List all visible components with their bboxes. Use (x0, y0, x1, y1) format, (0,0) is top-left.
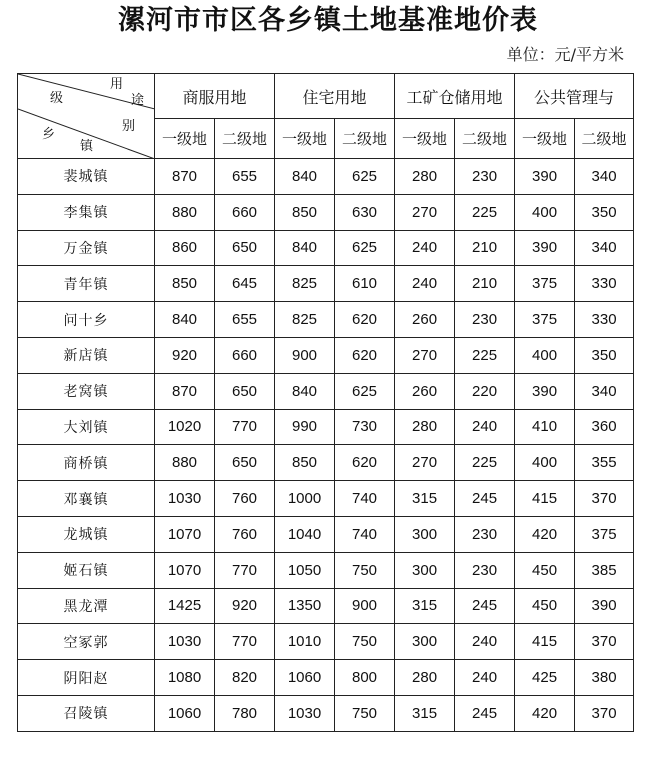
price-cell: 450 (515, 588, 575, 624)
price-cell: 370 (575, 695, 634, 731)
price-cell: 270 (395, 194, 455, 230)
price-cell: 1060 (155, 695, 215, 731)
price-cell: 800 (335, 660, 395, 696)
price-cell: 1030 (275, 695, 335, 731)
price-cell: 900 (335, 588, 395, 624)
price-cell: 350 (575, 337, 634, 373)
price-cell: 420 (515, 516, 575, 552)
price-cell: 850 (275, 194, 335, 230)
price-cell: 270 (395, 337, 455, 373)
price-cell: 660 (215, 194, 275, 230)
price-cell: 655 (215, 302, 275, 338)
table-row (18, 695, 634, 731)
price-cell: 730 (335, 409, 395, 445)
price-cell: 240 (455, 660, 515, 696)
table-row (18, 660, 634, 696)
price-cell: 385 (575, 552, 634, 588)
price-cell: 850 (155, 266, 215, 302)
table-row (18, 588, 634, 624)
price-cell: 375 (575, 516, 634, 552)
price-cell: 390 (515, 373, 575, 409)
level-header: 一级地 (275, 119, 335, 159)
price-cell: 315 (395, 695, 455, 731)
town-name-cell: 商桥镇 (18, 445, 155, 481)
category-industrial: 工矿仓储用地 (395, 74, 515, 119)
table-row (18, 266, 634, 302)
price-cell: 240 (455, 409, 515, 445)
price-cell: 1080 (155, 660, 215, 696)
price-cell: 330 (575, 266, 634, 302)
price-cell: 920 (215, 588, 275, 624)
price-cell: 420 (515, 695, 575, 731)
price-cell: 230 (455, 159, 515, 195)
price-cell: 750 (335, 552, 395, 588)
price-cell: 450 (515, 552, 575, 588)
corner-label-level: 级 (50, 91, 64, 106)
town-name-cell: 姬石镇 (18, 552, 155, 588)
town-name-cell: 青年镇 (18, 266, 155, 302)
price-cell: 825 (275, 266, 335, 302)
town-name-cell: 龙城镇 (18, 516, 155, 552)
price-cell: 840 (275, 230, 335, 266)
price-cell: 245 (455, 695, 515, 731)
level-header: 二级地 (575, 119, 634, 159)
level-header: 二级地 (215, 119, 275, 159)
price-cell: 1040 (275, 516, 335, 552)
price-cell: 370 (575, 624, 634, 660)
price-cell: 840 (155, 302, 215, 338)
price-cell: 870 (155, 159, 215, 195)
town-name-cell: 万金镇 (18, 230, 155, 266)
price-cell: 240 (395, 266, 455, 302)
price-cell: 750 (335, 624, 395, 660)
price-cell: 240 (455, 624, 515, 660)
price-cell: 370 (575, 481, 634, 517)
price-cell: 1050 (275, 552, 335, 588)
price-cell: 260 (395, 302, 455, 338)
table-row (18, 445, 634, 481)
price-cell: 1070 (155, 516, 215, 552)
price-cell: 625 (335, 159, 395, 195)
page-title: 漯河市市区各乡镇土地基准地价表 (118, 5, 538, 36)
town-name-cell: 阴阳赵 (18, 660, 155, 696)
price-cell: 315 (395, 481, 455, 517)
price-cell: 300 (395, 624, 455, 660)
price-cell: 1000 (275, 481, 335, 517)
price-cell: 380 (575, 660, 634, 696)
level-header: 一级地 (395, 119, 455, 159)
price-cell: 375 (515, 302, 575, 338)
price-cell: 645 (215, 266, 275, 302)
price-cell: 300 (395, 516, 455, 552)
price-cell: 1020 (155, 409, 215, 445)
price-cell: 270 (395, 445, 455, 481)
price-cell: 620 (335, 302, 395, 338)
price-cell: 390 (515, 230, 575, 266)
table-row (18, 337, 634, 373)
price-cell: 300 (395, 552, 455, 588)
price-cell: 225 (455, 337, 515, 373)
price-cell: 280 (395, 409, 455, 445)
price-cell: 625 (335, 230, 395, 266)
price-cell: 655 (215, 159, 275, 195)
town-name-cell: 裴城镇 (18, 159, 155, 195)
corner-label-town-2: 镇 (80, 139, 94, 154)
price-cell: 390 (575, 588, 634, 624)
header-corner-cell (18, 74, 155, 159)
price-cell: 230 (455, 516, 515, 552)
price-cell: 825 (275, 302, 335, 338)
price-cell: 750 (335, 695, 395, 731)
table-row (18, 302, 634, 338)
town-name-cell: 问十乡 (18, 302, 155, 338)
price-cell: 230 (455, 302, 515, 338)
price-cell: 1010 (275, 624, 335, 660)
table-body (18, 159, 634, 732)
table-row (18, 624, 634, 660)
price-cell: 630 (335, 194, 395, 230)
price-cell: 410 (515, 409, 575, 445)
price-cell: 390 (515, 159, 575, 195)
level-header: 一级地 (515, 119, 575, 159)
price-cell: 990 (275, 409, 335, 445)
price-cell: 425 (515, 660, 575, 696)
price-cell: 415 (515, 481, 575, 517)
price-cell: 220 (455, 373, 515, 409)
table-row (18, 373, 634, 409)
corner-label-use-2: 途 (131, 93, 145, 108)
category-residential: 住宅用地 (275, 74, 395, 119)
price-cell: 360 (575, 409, 634, 445)
price-cell: 880 (155, 445, 215, 481)
price-cell: 900 (275, 337, 335, 373)
category-public: 公共管理与 (515, 74, 634, 119)
price-cell: 650 (215, 230, 275, 266)
price-cell: 870 (155, 373, 215, 409)
price-cell: 860 (155, 230, 215, 266)
price-cell: 230 (455, 552, 515, 588)
price-cell: 260 (395, 373, 455, 409)
town-name-cell: 邓襄镇 (18, 481, 155, 517)
price-cell: 280 (395, 660, 455, 696)
price-cell: 840 (275, 373, 335, 409)
price-cell: 315 (395, 588, 455, 624)
price-cell: 340 (575, 230, 634, 266)
town-name-cell: 黑龙潭 (18, 588, 155, 624)
price-cell: 375 (515, 266, 575, 302)
price-cell: 820 (215, 660, 275, 696)
table-row (18, 552, 634, 588)
table-row (18, 481, 634, 517)
price-cell: 760 (215, 516, 275, 552)
price-cell: 620 (335, 337, 395, 373)
price-cell: 415 (515, 624, 575, 660)
category-commercial: 商服用地 (155, 74, 275, 119)
table-row (18, 409, 634, 445)
level-header: 一级地 (155, 119, 215, 159)
level-header: 二级地 (335, 119, 395, 159)
level-header: 二级地 (455, 119, 515, 159)
header-row-categories (18, 74, 634, 119)
table-row (18, 516, 634, 552)
corner-label-level-right: 别 (122, 119, 136, 134)
price-cell: 620 (335, 445, 395, 481)
price-cell: 1060 (275, 660, 335, 696)
table-row (18, 159, 634, 195)
price-cell: 650 (215, 373, 275, 409)
price-cell: 610 (335, 266, 395, 302)
price-cell: 760 (215, 481, 275, 517)
price-cell: 225 (455, 445, 515, 481)
town-name-cell: 老窝镇 (18, 373, 155, 409)
price-cell: 210 (455, 266, 515, 302)
table-row (18, 230, 634, 266)
corner-label-use-1: 用 (110, 77, 124, 92)
town-name-cell: 召陵镇 (18, 695, 155, 731)
price-cell: 850 (275, 445, 335, 481)
land-price-table (17, 73, 634, 732)
price-cell: 660 (215, 337, 275, 373)
price-cell: 1425 (155, 588, 215, 624)
town-name-cell: 李集镇 (18, 194, 155, 230)
price-cell: 400 (515, 194, 575, 230)
price-cell: 350 (575, 194, 634, 230)
price-cell: 400 (515, 445, 575, 481)
price-cell: 240 (395, 230, 455, 266)
price-cell: 770 (215, 624, 275, 660)
price-cell: 920 (155, 337, 215, 373)
town-name-cell: 空冢郭 (18, 624, 155, 660)
price-cell: 330 (575, 302, 634, 338)
price-cell: 245 (455, 588, 515, 624)
price-cell: 355 (575, 445, 634, 481)
price-cell: 780 (215, 695, 275, 731)
price-cell: 1030 (155, 624, 215, 660)
price-cell: 770 (215, 409, 275, 445)
price-cell: 1070 (155, 552, 215, 588)
price-cell: 880 (155, 194, 215, 230)
price-cell: 840 (275, 159, 335, 195)
price-cell: 650 (215, 445, 275, 481)
price-cell: 770 (215, 552, 275, 588)
price-cell: 1350 (275, 588, 335, 624)
unit-label: 单位：元/平方米 (506, 45, 624, 64)
price-cell: 340 (575, 159, 634, 195)
price-cell: 740 (335, 481, 395, 517)
price-cell: 210 (455, 230, 515, 266)
town-name-cell: 大刘镇 (18, 409, 155, 445)
town-name-cell: 新店镇 (18, 337, 155, 373)
price-cell: 1030 (155, 481, 215, 517)
price-cell: 625 (335, 373, 395, 409)
price-cell: 340 (575, 373, 634, 409)
table-row (18, 194, 634, 230)
price-cell: 225 (455, 194, 515, 230)
price-cell: 740 (335, 516, 395, 552)
price-cell: 245 (455, 481, 515, 517)
price-cell: 280 (395, 159, 455, 195)
corner-label-town-1: 乡 (42, 127, 56, 142)
price-cell: 400 (515, 337, 575, 373)
